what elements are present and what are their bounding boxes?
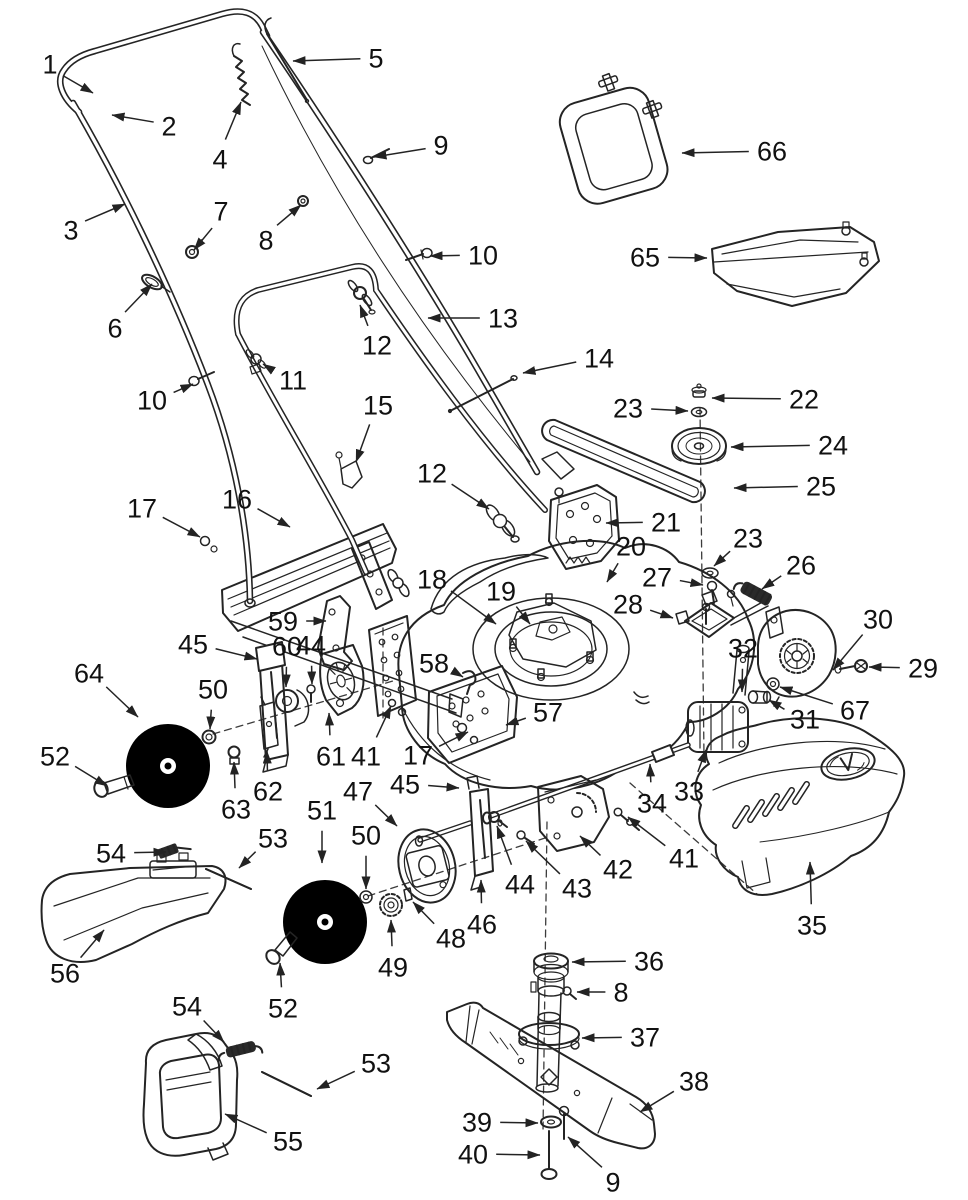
callout-label: 54 — [171, 991, 203, 1022]
callout-label: 34 — [636, 788, 668, 819]
washer-67 — [767, 678, 779, 690]
callout-label: 20 — [615, 531, 647, 562]
callout-label: 5 — [368, 43, 384, 74]
coupler-31 — [749, 691, 771, 703]
front-bracket-plate — [428, 666, 517, 763]
rod-53-front — [206, 869, 251, 889]
callout-label: 45 — [389, 769, 421, 800]
callout-label: 56 — [49, 958, 81, 989]
callout-label: 23 — [612, 393, 644, 424]
callout-leader-line — [125, 284, 152, 312]
callout-label: 35 — [796, 910, 828, 941]
brand-badge — [818, 744, 877, 785]
callout-label: 43 — [561, 873, 593, 904]
callout-label: 50 — [197, 674, 229, 705]
callout-leader-line — [234, 762, 235, 788]
callout-label: 44 — [295, 630, 327, 661]
callout-label: 63 — [220, 794, 252, 825]
spring-clip-54-front — [157, 839, 191, 860]
callout-leader-line — [85, 204, 125, 221]
callout-label: 2 — [161, 111, 177, 142]
flange-nut-50 — [203, 731, 216, 744]
line-art — [41, 11, 904, 1179]
callout-label: 14 — [583, 343, 615, 374]
callout-label: 21 — [650, 507, 682, 538]
callout-label: 10 — [467, 240, 499, 271]
callout-label: 53 — [257, 823, 289, 854]
wheel-front — [126, 724, 210, 808]
callout-leader-line — [63, 76, 93, 93]
callout-leader-line — [640, 1091, 674, 1112]
bolts-41-rear — [614, 808, 639, 830]
handle-mount-plate — [369, 616, 416, 716]
callout-label: 44 — [504, 869, 536, 900]
callout-leader-line — [582, 1037, 622, 1038]
callout-leader-line — [277, 205, 301, 225]
callout-leader-line — [651, 409, 688, 411]
callout-leader-line — [376, 706, 391, 737]
blade-adapter-36 — [531, 954, 576, 1000]
callout-label: 58 — [418, 648, 450, 679]
callout-label: 39 — [461, 1107, 493, 1138]
callout-label: 25 — [805, 471, 837, 502]
callout-leader-line — [712, 398, 781, 399]
callout-label: 23 — [732, 523, 764, 554]
callout-label: 12 — [361, 330, 393, 361]
callout-leader-line — [698, 750, 706, 772]
callout-leader-line — [225, 1114, 267, 1133]
callout-leader-line — [293, 59, 360, 61]
callout-leader-line — [174, 384, 193, 392]
callout-label: 9 — [605, 1167, 621, 1198]
spring-4 — [232, 44, 250, 105]
callout-leader-line — [317, 1071, 355, 1089]
callout-leader-line — [329, 713, 330, 735]
callout-label: 54 — [95, 838, 127, 869]
callout-label: 28 — [612, 589, 644, 620]
discharge-chute-56 — [41, 853, 225, 962]
callout-label: 67 — [839, 695, 871, 726]
callout-label: 36 — [633, 946, 665, 977]
callout-label: 9 — [433, 130, 449, 161]
callout-label: 18 — [416, 564, 448, 595]
gearbox-33 — [686, 702, 748, 752]
callout-leader-line — [731, 445, 810, 447]
callout-label: 57 — [532, 697, 564, 728]
callout-leader-line — [650, 764, 651, 782]
callout-label: 31 — [789, 704, 821, 735]
handle-bracket-right — [542, 452, 619, 569]
callout-leader-line — [75, 766, 107, 786]
callout-leader-line — [263, 364, 273, 370]
screw-17 — [201, 537, 210, 546]
washer-50-rear — [360, 891, 372, 903]
bolt-41 — [389, 700, 396, 707]
dust-cover-47 — [391, 823, 463, 908]
callout-label: 65 — [629, 242, 661, 273]
callout-label: 38 — [678, 1066, 710, 1097]
callout-label: 24 — [817, 430, 849, 461]
callout-leader-line — [572, 961, 626, 962]
callout-label: 11 — [278, 365, 308, 396]
callout-label: 41 — [350, 741, 382, 772]
brake-bar-46 — [467, 776, 493, 890]
wheel-rear — [283, 880, 367, 964]
callout-label: 62 — [252, 776, 284, 807]
callout-label: 4 — [212, 144, 228, 175]
callout-label: 49 — [377, 952, 409, 983]
callout-leader-line — [833, 635, 863, 670]
callout-leader-line — [680, 581, 703, 585]
callout-leader-line — [106, 687, 138, 717]
callout-label: 12 — [416, 458, 448, 489]
callout-leader-line — [523, 362, 576, 373]
callout-leader-line — [356, 424, 370, 462]
callout-label: 51 — [306, 795, 338, 826]
callout-leader-line — [439, 732, 468, 746]
callout-leader-line — [568, 1137, 602, 1167]
callout-label: 53 — [360, 1048, 392, 1079]
callout-label: 6 — [107, 313, 123, 344]
washer-39 — [541, 1117, 561, 1128]
callout-leader-line — [607, 563, 618, 582]
callout-label: 46 — [466, 909, 498, 940]
bolt-43 — [517, 831, 534, 844]
callout-label: 22 — [788, 384, 820, 415]
callout-leader-line — [163, 517, 200, 537]
callout-leader-line — [606, 522, 643, 523]
nut-8-handle — [298, 196, 308, 206]
callout-leader-line — [628, 817, 665, 846]
callout-label: 52 — [39, 741, 71, 772]
callout-leader-line — [216, 649, 257, 659]
bracket-15 — [341, 461, 362, 488]
axle-bolt-52-front — [92, 775, 134, 799]
callout-leader-line — [455, 672, 463, 677]
callout-leader-line — [430, 255, 460, 256]
callout-leader-line — [413, 902, 434, 924]
callout-leader-line — [650, 610, 673, 618]
callout-label: 7 — [213, 196, 229, 227]
callout-leader-line — [714, 551, 730, 566]
callout-leader-line — [210, 710, 211, 729]
callout-label: 45 — [177, 629, 209, 660]
callout-leader-line — [500, 1122, 538, 1123]
pulley-nut-22 — [692, 384, 706, 397]
callout-label: 33 — [673, 776, 705, 807]
callout-leader-line — [580, 836, 600, 855]
callout-label: 17 — [402, 740, 434, 771]
callout-leader-line — [258, 509, 290, 527]
callout-leader-line — [225, 102, 241, 140]
callout-label: 50 — [350, 820, 382, 851]
callout-leader-line — [496, 1154, 540, 1155]
callout-label: 30 — [862, 604, 894, 635]
callout-leader-line — [810, 862, 811, 904]
callout-label: 59 — [267, 606, 299, 637]
callout-label: 37 — [629, 1022, 661, 1053]
rod-53-rear — [262, 1072, 311, 1096]
callout-leader-line — [81, 930, 104, 958]
blade-bell-support-37 — [519, 1013, 579, 1050]
callout-label: 17 — [126, 493, 158, 524]
callout-label: 8 — [258, 225, 274, 256]
callout-label: 55 — [272, 1126, 304, 1157]
cable-roller-60 — [276, 690, 308, 726]
callout-leader-line — [497, 826, 511, 865]
cover-vents — [732, 781, 810, 830]
callout-label: 3 — [63, 215, 79, 246]
callout-label: 64 — [73, 658, 105, 689]
callout-layer — [40, 44, 938, 1198]
pinion-gear-49 — [380, 894, 402, 916]
blade-bolt-40 — [542, 1131, 557, 1179]
rear-cover — [695, 718, 904, 895]
callout-label: 61 — [315, 741, 347, 772]
callout-leader-line — [869, 667, 900, 668]
callout-label: 26 — [785, 550, 817, 581]
callout-leader-line — [239, 852, 256, 868]
callout-label: 48 — [435, 923, 467, 954]
callout-leader-line — [134, 852, 166, 853]
callout-leader-line — [428, 786, 459, 788]
height-adjuster-right — [758, 607, 867, 706]
callout-label: 66 — [756, 136, 788, 167]
callout-label: 40 — [457, 1139, 489, 1170]
callout-leader-line — [762, 576, 781, 589]
callout-label: 32 — [727, 633, 759, 664]
callout-label: 13 — [487, 303, 519, 334]
clip-58 — [463, 671, 475, 694]
callout-leader-line — [280, 963, 281, 987]
callout-leader-line — [668, 257, 707, 258]
callout-label: 52 — [267, 993, 299, 1024]
callout-leader-line — [112, 115, 154, 122]
callout-leader-line — [204, 1020, 224, 1042]
callout-leader-line — [391, 920, 392, 946]
callout-label: 42 — [602, 854, 634, 885]
callout-leader-line — [734, 486, 798, 488]
callout-label: 29 — [907, 653, 939, 684]
callout-label: 27 — [641, 562, 673, 593]
cover-panel-66 — [555, 72, 672, 209]
callout-leader-line — [194, 228, 212, 250]
callout-label: 41 — [668, 843, 700, 874]
callout-leader-line — [452, 484, 489, 509]
callout-leader-line — [360, 305, 368, 326]
callout-label: 1 — [42, 49, 58, 80]
callout-label: 60 — [271, 631, 303, 662]
callout-label: 19 — [485, 576, 517, 607]
callout-label: 16 — [221, 484, 253, 515]
mulch-plug-55 — [143, 1033, 237, 1160]
bolt-44 — [307, 685, 315, 693]
callout-label: 8 — [613, 977, 629, 1008]
callout-leader-line — [682, 151, 749, 153]
engine-pulley — [672, 428, 726, 464]
callout-label: 47 — [342, 776, 374, 807]
deflector-65 — [712, 222, 879, 306]
callout-label: 15 — [362, 390, 394, 421]
callout-label: 10 — [136, 385, 168, 416]
